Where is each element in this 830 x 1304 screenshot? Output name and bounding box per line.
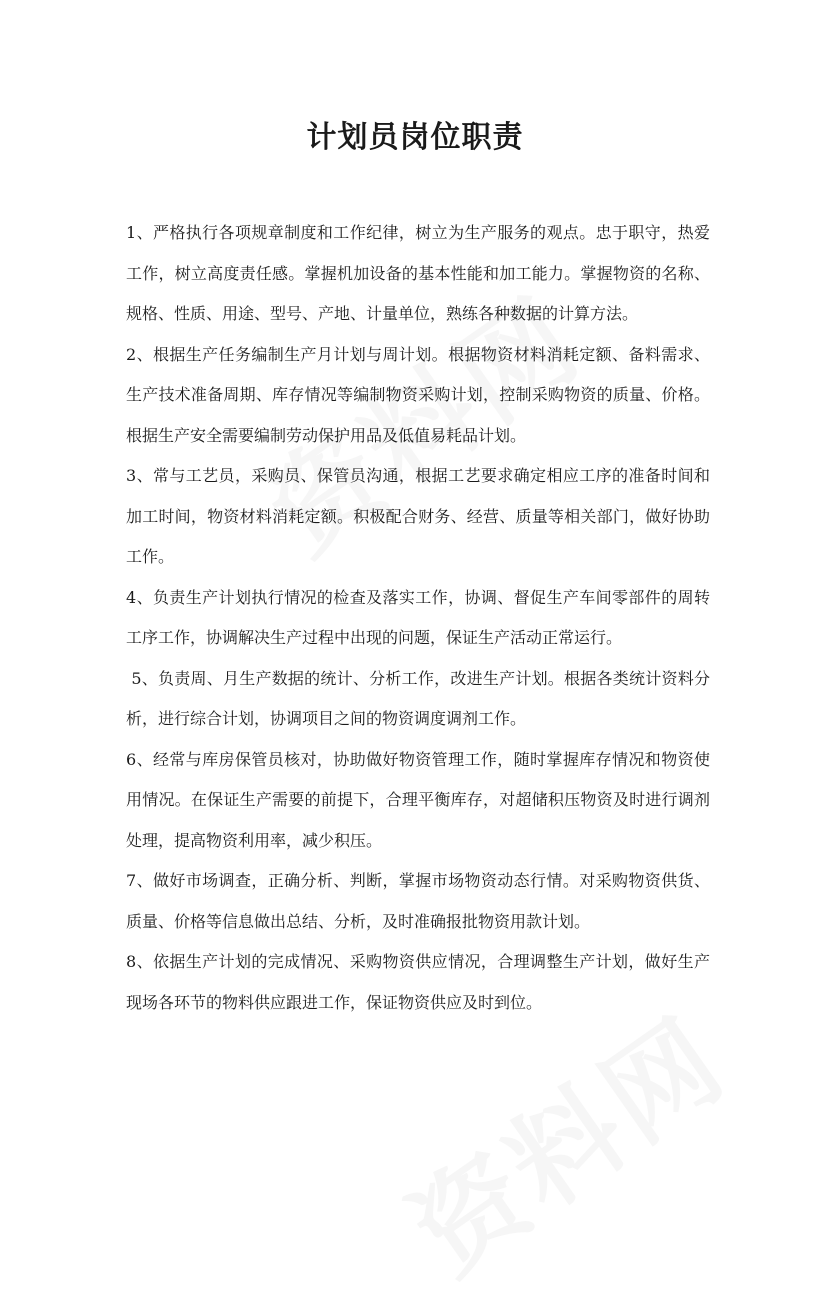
paragraph-1: 1、严格执行各项规章制度和工作纪律，树立为生产服务的观点。忠于职守，热爱工作，树立高度责任感。掌握机加设备的基本性能和加工能力。掌握物资的名称、规格、性质、用途、型号、产地、计量单位，熟练各种数据的计算方法。	[126, 223, 710, 323]
paragraph-6: 6、经常与库房保管员核对，协助做好物资管理工作，随时掌握库存情况和物资使用情况。在保证生产需要的前提下，合理平衡库存，对超储积压物资及时进行调剂处理，提高物资利用率，减少积压。	[126, 749, 710, 850]
paragraph-5: 5、负责周、月生产数据的统计、分析工作，改进生产计划。根据各类统计资料分析，进行综合计划，协调项目之间的物资调度调剂工作。	[126, 668, 710, 728]
paragraph-2: 2、根据生产任务编制生产月计划与周计划。根据物资材料消耗定额、备料需求、生产技术准备周期、库存情况等编制物资采购计划，控制采购物资的质量、价格。根据生产安全需要编制劳动保护用品及低值易耗品计划。	[126, 344, 710, 445]
watermark	[376, 974, 752, 1303]
paragraph-8: 8、依据生产计划的完成情况、采购物资供应情况，合理调整生产计划，做好生产现场各环节的物料供应跟进工作，保证物资供应及时到位。	[126, 952, 710, 1012]
document-body	[126, 213, 710, 1023]
page-title: 计划员岗位职责	[306, 120, 524, 155]
paragraph-7: 7、做好市场调查，正确分析、判断，掌握市场物资动态行情。对采购物资供货、质量、价格等信息做出总结、分析，及时准确报批物资用款计划。	[126, 871, 710, 931]
paragraph-4: 4、负责生产计划执行情况的检查及落实工作，协调、督促生产车间零部件的周转工序工作，协调解决生产过程中出现的问题，保证生产活动正常运行。	[126, 587, 710, 647]
paragraph-3: 3、常与工艺员，采购员、保管员沟通，根据工艺要求确定相应工序的准备时间和加工时间，物资材料消耗定额。积极配合财务、经营、质量等相关部门，做好协助工作。	[126, 466, 710, 566]
